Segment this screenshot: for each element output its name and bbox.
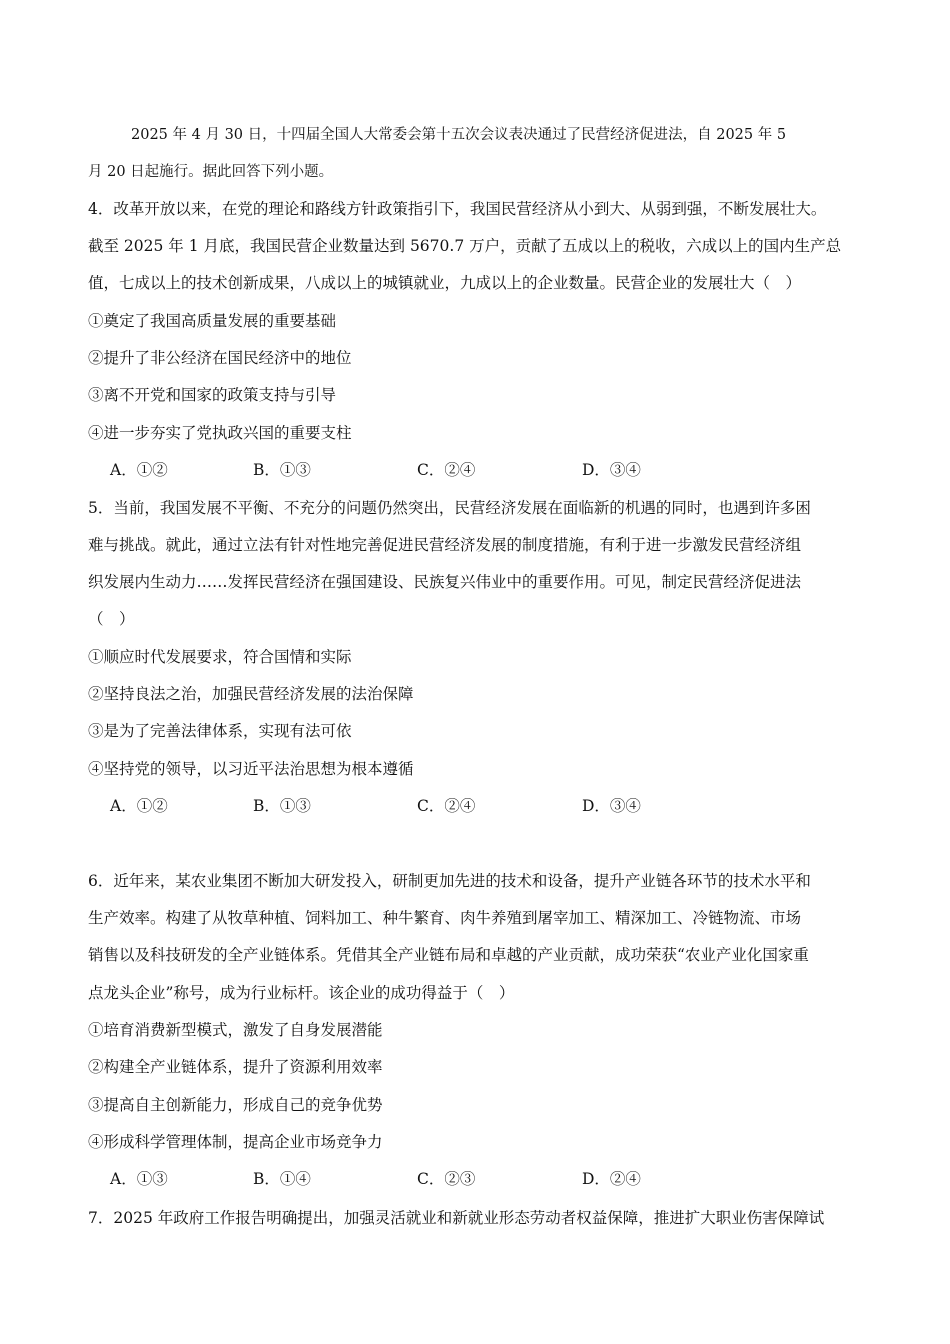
intro-line-1: 2025 年 4 月 30 日，十四届全国人大常委会第十五次会议表决通过了民营经济促进法，自 2025 年 5 [131,127,787,143]
question-5-stem-line-4: （ ） [88,610,135,628]
question-6-statement-3: ③提高自主创新能力，形成自己的竞争优势 [88,1096,383,1114]
question-4-statement-3: ③离不开党和国家的政策支持与引导 [88,386,337,404]
question-6-statement-1: ①培育消费新型模式，激发了自身发展潜能 [88,1021,383,1039]
option-d[interactable]: D．②④ [582,1170,641,1188]
option-b[interactable]: B．①③ [253,461,311,479]
question-5-stem-line-3: 织发展内生动力……发挥民营经济在强国建设、民族复兴伟业中的重要作用。可见，制定民营经济促进法 [88,573,802,591]
question-5-stem-line-1: 5．当前，我国发展不平衡、不充分的问题仍然突出，民营经济发展在面临新的机遇的同时，也遇到许多困 [88,499,811,517]
option-c[interactable]: C．②④ [417,797,476,815]
question-4-statement-1: ①奠定了我国高质量发展的重要基础 [88,312,337,330]
question-5-statement-3: ③是为了完善法律体系，实现有法可依 [88,722,352,740]
option-a[interactable]: A．①② [110,461,168,479]
option-c[interactable]: C．②④ [417,461,476,479]
option-a[interactable]: A．①② [110,797,168,815]
question-5-statement-4: ④坚持党的领导，以习近平法治思想为根本遵循 [88,760,414,778]
question-6-statement-4: ④形成科学管理体制，提高企业市场竞争力 [88,1133,383,1151]
question-7-stem-line-1: 7．2025 年政府工作报告明确提出，加强灵活就业和新就业形态劳动者权益保障，推进扩大职业伤害保障试 [88,1209,825,1227]
question-4-stem-line-2: 截至 2025 年 1 月底，我国民营企业数量达到 5670.7 万户，贡献了五成以上的税收，六成以上的国内生产总 [88,237,842,255]
question-6-stem-line-1: 6．近年来，某农业集团不断加大研发投入，研制更加先进的技术和设备，提升产业链各环节的技术水平和 [88,872,811,890]
question-6-statement-2: ②构建全产业链体系，提升了资源利用效率 [88,1058,383,1076]
question-6-stem-line-2: 生产效率。构建了从牧草种植、饲料加工、种牛繁育、肉牛养殖到屠宰加工、精深加工、冷链物流、市场 [88,909,802,927]
option-d[interactable]: D．③④ [582,797,641,815]
question-5-stem-line-2: 难与挑战。就此，通过立法有针对性地完善促进民营经济发展的制度措施，有利于进一步激发民营经济组 [88,536,802,554]
question-4-statement-2: ②提升了非公经济在国民经济中的地位 [88,349,352,367]
question-6-stem-line-4: 点龙头企业”称号，成为行业标杆。该企业的成功得益于（ ） [88,984,515,1002]
question-4-stem-line-3: 值，七成以上的技术创新成果，八成以上的城镇就业，九成以上的企业数量。民营企业的发展壮大（ ） [88,274,802,292]
option-c[interactable]: C．②③ [417,1170,476,1188]
question-4-stem-line-1: 4．改革开放以来，在党的理论和路线方针政策指引下，我国民营经济从小到大、从弱到强，不断发展壮大。 [88,200,827,218]
intro-line-2: 月 20 日起施行。据此回答下列小题。 [88,164,334,180]
question-4-statement-4: ④进一步夯实了党执政兴国的重要支柱 [88,424,352,442]
option-a[interactable]: A．①③ [110,1170,168,1188]
question-5-statement-1: ①顺应时代发展要求，符合国情和实际 [88,648,352,666]
question-5-statement-2: ②坚持良法之治，加强民营经济发展的法治保障 [88,685,414,703]
option-b[interactable]: B．①③ [253,797,311,815]
option-d[interactable]: D．③④ [582,461,641,479]
question-6-stem-line-3: 销售以及科技研发的全产业链体系。凭借其全产业链布局和卓越的产业贡献，成功荣获“农业产业化国家重 [88,946,809,964]
option-b[interactable]: B．①④ [253,1170,311,1188]
